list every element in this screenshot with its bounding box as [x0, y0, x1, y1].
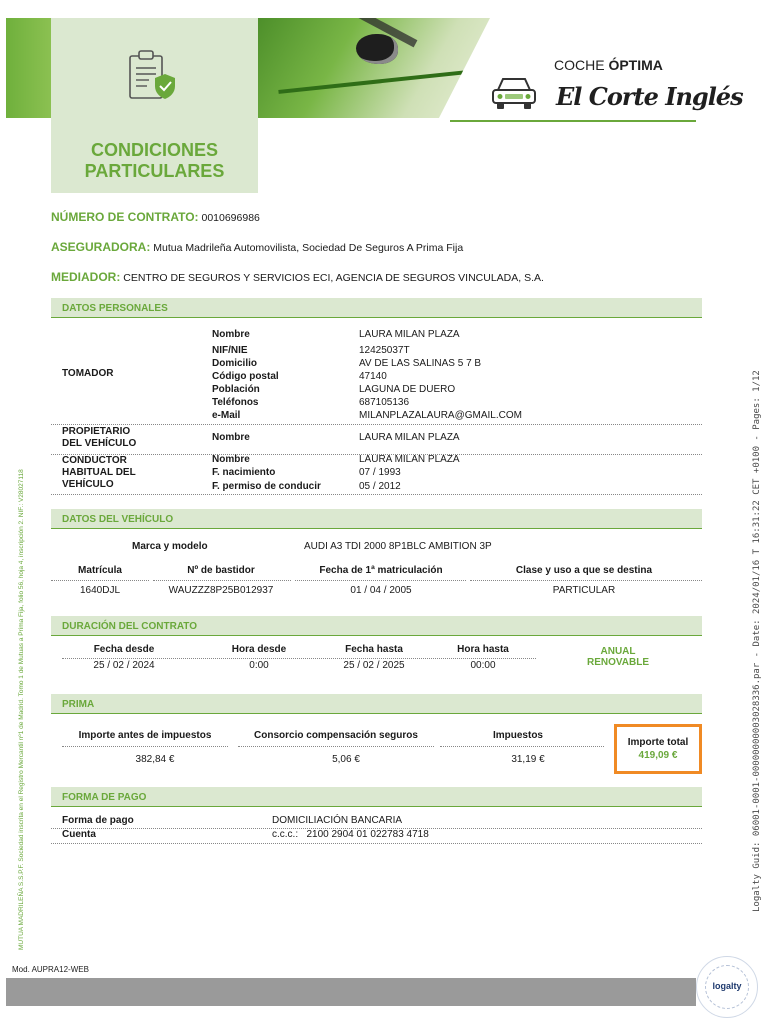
form-model-code: Mod. AUPRA12-WEB	[12, 965, 89, 974]
header-divider	[51, 580, 149, 581]
conductor-value-nacimiento: 07 / 1993	[359, 467, 401, 478]
title-box	[51, 18, 258, 193]
logalty-seal-icon	[696, 956, 758, 1018]
section-datos-vehiculo	[51, 509, 702, 529]
header-divider	[62, 658, 536, 659]
product-title: ÓPTIMA	[608, 57, 663, 73]
title-line-1: CONDICIONES	[90, 140, 218, 160]
section-title: PRIMA	[62, 699, 95, 710]
col-matricula: Matrícula	[78, 565, 122, 576]
total-amount-box	[614, 724, 702, 774]
header-divider	[62, 746, 228, 747]
header-divider	[440, 746, 604, 747]
page-title	[51, 140, 258, 182]
tomador-label-email: e-Mail	[212, 410, 241, 421]
forma-pago-value: DOMICILIACIÓN BANCARIA	[272, 815, 403, 826]
total-value: 419,09 €	[638, 750, 678, 761]
mediator-label: MEDIADOR:	[51, 270, 121, 284]
insurer-label: ASEGURADORA:	[51, 240, 151, 254]
value-fecha-desde: 25 / 02 / 2024	[93, 660, 155, 671]
col-importe-antes: Importe antes de impuestos	[78, 730, 212, 741]
header-car-photo	[258, 18, 490, 118]
el-corte-ingles-logo: El Corte Inglés	[556, 82, 743, 111]
propietario-label-nombre: Nombre	[212, 432, 250, 443]
value-bastidor: WAUZZZ8P25B012937	[168, 585, 274, 596]
marca-value: AUDI A3 TDI 2000 8P1BLC AMBITION 3P	[304, 541, 492, 552]
col-fecha-hasta: Fecha hasta	[345, 644, 403, 655]
section-title: DATOS PERSONALES	[62, 303, 168, 314]
cuenta-label: Cuenta	[62, 829, 96, 840]
section-datos-personales	[51, 298, 702, 318]
conductor-line-2: HABITUAL DEL	[62, 467, 136, 478]
col-consorcio: Consorcio compensación seguros	[254, 730, 418, 741]
total-label: Importe total	[627, 737, 689, 748]
col-hora-hasta: Hora hasta	[457, 644, 509, 655]
value-importe-antes: 382,84 €	[135, 754, 175, 765]
tomador-label-cp: Código postal	[212, 371, 279, 382]
propietario-line-1: PROPIETARIO	[62, 426, 131, 437]
header-divider	[470, 580, 702, 581]
duration-type	[560, 646, 676, 668]
section-title: DURACIÓN DEL CONTRATO	[62, 621, 197, 632]
section-title: FORMA DE PAGO	[62, 792, 147, 803]
conductor-line-3: VEHÍCULO	[62, 479, 114, 490]
tomador-value-telefonos: 687105136	[359, 397, 410, 408]
car-icon	[490, 74, 538, 112]
col-fecha-matriculacion: Fecha de 1ª matriculación	[319, 565, 443, 576]
marca-label: Marca y modelo	[132, 541, 208, 552]
brand-underline	[450, 120, 696, 122]
footer-bar	[6, 978, 696, 1006]
car-mirror	[356, 34, 398, 64]
mediator-line	[51, 270, 544, 284]
row-divider	[51, 424, 702, 425]
tomador-value-nif: 12425037T	[359, 345, 410, 356]
propietario-value-nombre: LAURA MILAN PLAZA	[359, 432, 460, 443]
insurer-line	[51, 240, 463, 254]
conductor-label-permiso: F. permiso de conducir	[212, 481, 321, 492]
tomador-value-domicilio: AV DE LAS SALINAS 5 7 B	[359, 358, 482, 369]
contract-number-line	[51, 210, 260, 224]
tomador-label-domicilio: Domicilio	[212, 358, 258, 369]
value-hora-hasta: 00:00	[470, 660, 496, 671]
conductor-label-nacimiento: F. nacimiento	[212, 467, 276, 478]
conductor-line-1: CONDUCTOR	[62, 455, 127, 466]
section-duracion	[51, 616, 702, 636]
product-name	[554, 57, 663, 73]
value-impuestos: 31,19 €	[511, 754, 545, 765]
section-prima	[51, 694, 702, 714]
cuenta-value: c.c.c.: 2100 2904 01 022783 4718	[272, 829, 429, 840]
contract-number-label: NÚMERO DE CONTRATO:	[51, 210, 199, 224]
propietario-line-2: DEL VEHÍCULO	[62, 438, 137, 449]
section-forma-pago	[51, 787, 702, 807]
legal-side-text: MUTUA MADRILEÑA S.S.P.F. Sociedad inscrita en el Registro Mercantil nº1 de Madrid. Tomo 1 de Mutuas a Prima Fija, folio 56, hoja 4, inscripción 2. NIF.: V28027118	[18, 469, 25, 950]
tomador-label-nif: NIF/NIE	[212, 345, 248, 356]
tomador-value-email: MILANPLAZALAURA@GMAIL.COM	[359, 410, 522, 421]
value-fecha-hasta: 25 / 02 / 2025	[343, 660, 405, 671]
value-hora-desde: 0:00	[249, 660, 269, 671]
value-consorcio: 5,06 €	[332, 754, 360, 765]
tomador-value-cp: 47140	[359, 371, 387, 382]
row-divider	[51, 494, 702, 495]
contract-number-value: 0010696986	[201, 212, 260, 224]
header-divider	[295, 580, 466, 581]
col-clase-uso: Clase y uso a que se destina	[515, 565, 653, 576]
conductor-label-nombre: Nombre	[212, 454, 250, 465]
clipboard-shield-icon	[127, 48, 183, 104]
value-clase-uso: PARTICULAR	[552, 585, 616, 596]
conductor-value-nombre: LAURA MILAN PLAZA	[359, 454, 460, 465]
tomador-value-poblacion: LAGUNA DE DUERO	[359, 384, 456, 395]
mediator-value: CENTRO DE SEGUROS Y SERVICIOS ECI, AGENCIA DE SEGUROS VINCULADA, S.A.	[123, 272, 544, 284]
conductor-value-permiso: 05 / 2012	[359, 481, 401, 492]
insurer-value: Mutua Madrileña Automovilista, Sociedad De Seguros A Prima Fija	[153, 242, 464, 254]
col-hora-desde: Hora desde	[231, 644, 287, 655]
value-fecha-matriculacion: 01 / 04 / 2005	[350, 585, 412, 596]
duration-type-line-2: RENOVABLE	[586, 657, 650, 668]
propietario-group-label	[62, 426, 136, 450]
col-bastidor: Nº de bastidor	[187, 565, 255, 576]
header-green-strip	[6, 18, 52, 118]
header-divider	[238, 746, 434, 747]
title-line-2: PARTICULARES	[84, 161, 225, 181]
forma-pago-label: Forma de pago	[62, 815, 134, 826]
row-divider	[51, 843, 702, 844]
brand-block	[488, 52, 743, 122]
seal-label: logalty	[712, 981, 742, 991]
header-divider	[153, 580, 291, 581]
section-title: DATOS DEL VEHÍCULO	[62, 514, 174, 525]
product-prefix: COCHE	[554, 57, 609, 73]
col-impuestos: Impuestos	[492, 730, 543, 741]
value-matricula: 1640DJL	[79, 585, 121, 596]
tomador-value-nombre: LAURA MILAN PLAZA	[359, 329, 460, 340]
tomador-label-poblacion: Población	[212, 384, 260, 395]
conductor-group-label	[62, 455, 136, 491]
tomador-label-telefonos: Teléfonos	[212, 397, 259, 408]
tomador-group-label: TOMADOR	[62, 368, 114, 379]
duration-type-line-1: ANUAL	[600, 646, 636, 657]
signature-guid-text: Logalty Guid: 06001-0001-00000000003028336.par - Date: 2024/01/16 T 16:31:22 CET +0100 - Pages: 1/12	[752, 370, 762, 912]
col-fecha-desde: Fecha desde	[93, 644, 155, 655]
tomador-label-nombre: Nombre	[212, 329, 250, 340]
